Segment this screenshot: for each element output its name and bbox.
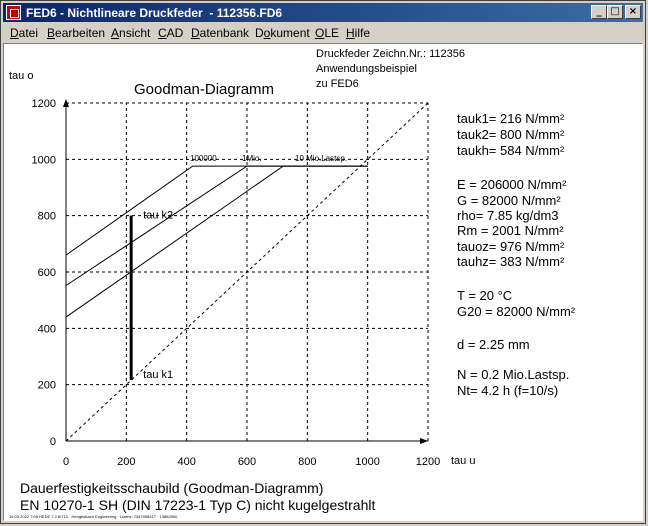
maximize-button[interactable]: □	[607, 5, 623, 19]
parameter-line: E = 206000 N/mm²	[457, 177, 567, 192]
header-application: Anwendungsbeispiel	[316, 63, 417, 75]
x-tick-label: 0	[62, 456, 70, 468]
y-tick-label: 0	[49, 436, 56, 448]
x-tick-label: 400	[177, 456, 196, 468]
minimize-button[interactable]: _	[591, 5, 607, 19]
parameter-line: rho= 7.85 kg/dm3	[457, 208, 559, 223]
menu-bar	[3, 23, 643, 42]
chart-tick-labels	[32, 98, 441, 468]
menu-cad-label: AD	[166, 26, 184, 40]
x-axis-label: tau u	[451, 455, 476, 467]
y-axis-label: tau o	[9, 70, 34, 82]
menu-datenbank-label: atenbank	[199, 26, 250, 40]
menu-ansicht-label: nsicht	[119, 26, 151, 40]
parameter-line: tauhz= 383 N/mm²	[457, 254, 565, 269]
window-title: FED6 - Nichtlineare Druckfeder - 112356.FD6	[26, 6, 283, 20]
fatigue-curve	[66, 166, 368, 285]
parameter-line: T = 20 °C	[457, 288, 513, 303]
footer-line-2: EN 10270-1 SH (DIN 17223-1 Typ C) nicht kugelgestrahlt	[20, 497, 376, 513]
menu-datei-label: atei	[18, 26, 39, 40]
x-tick-label: 1200	[415, 456, 441, 468]
goodman-diagram	[4, 44, 642, 520]
menu-dokument-prefix: D	[255, 26, 264, 40]
menu-ole-label: LE	[324, 26, 340, 40]
y-tick-label: 200	[37, 379, 56, 392]
document-canvas[interactable]	[3, 43, 643, 521]
menu-ole-hotkey: O	[315, 26, 325, 40]
menu-dokument[interactable]	[255, 26, 310, 40]
menu-hilfe[interactable]	[346, 26, 370, 40]
menu-dokument-label: kument	[270, 26, 310, 40]
menu-cad-hotkey: C	[158, 26, 167, 40]
y-tick-label: 800	[37, 210, 56, 223]
menu-datenbank-hotkey: D	[191, 26, 200, 40]
parameter-line: Nt= 4.2 h (f=10/s)	[457, 383, 559, 398]
app-icon[interactable]	[6, 5, 21, 20]
footer-tiny-text: 15.03.2022 7:09 HEDE 7.2.8/710 · Hengesbach Engineering · Lizenz: 7347958417 · 13882900	[9, 514, 178, 519]
menu-bearbeiten-hotkey: B	[47, 26, 56, 40]
menu-ole[interactable]	[315, 26, 339, 40]
menu-hilfe-label: ilfe	[354, 26, 371, 40]
y-tick-label: 1200	[31, 98, 56, 110]
parameter-line: taukh= 584 N/mm²	[457, 143, 565, 158]
footer-line-1: Dauerfestigkeitsschaubild (Goodman-Diagramm)	[20, 480, 324, 496]
parameter-line: G20 = 82000 N/mm²	[457, 304, 576, 319]
fatigue-curve-label: 1Mio.	[242, 154, 262, 164]
chart-title: Goodman-Diagramm	[134, 81, 275, 98]
fatigue-curve	[66, 166, 368, 317]
parameter-list	[457, 111, 576, 398]
menu-datei-hotkey: D	[10, 26, 19, 40]
parameter-line: G = 82000 N/mm²	[457, 193, 561, 208]
fatigue-curve	[66, 166, 368, 255]
parameter-line: tauoz= 976 N/mm²	[457, 239, 565, 254]
label-tau-k2: tau k2	[143, 209, 174, 222]
menu-bearbeiten[interactable]	[47, 26, 105, 40]
menu-ansicht-hotkey: A	[111, 26, 120, 40]
x-tick-label: 1000	[355, 456, 380, 468]
parameter-line: d = 2.25 mm	[457, 337, 530, 352]
menu-hilfe-hotkey: H	[346, 26, 355, 40]
y-tick-label: 400	[37, 323, 56, 336]
header-ref: zu FED6	[316, 78, 359, 90]
x-tick-label: 200	[117, 456, 136, 468]
header-drawing-number: Druckfeder Zeichn.Nr.: 112356	[316, 48, 465, 60]
title-bar[interactable]	[3, 3, 643, 22]
parameter-line: tauk2= 800 N/mm²	[457, 127, 565, 142]
menu-cad[interactable]	[158, 26, 183, 40]
parameter-line: N = 0.2 Mio.Lastsp.	[457, 367, 570, 382]
fatigue-curve-label: 10 Mio.Lastsp.	[295, 154, 348, 164]
parameter-line: Rm = 2001 N/mm²	[457, 223, 564, 238]
menu-dokument-hotkey: o	[263, 26, 271, 40]
parameter-line: tauk1= 216 N/mm²	[457, 111, 565, 126]
menu-ansicht[interactable]	[111, 26, 150, 40]
close-button[interactable]: ×	[625, 5, 641, 19]
x-tick-label: 600	[237, 456, 257, 468]
y-tick-label: 1000	[31, 154, 56, 167]
label-tau-k1: tau k1	[143, 369, 174, 382]
y-tick-label: 600	[37, 267, 56, 279]
menu-datei[interactable]	[10, 26, 38, 40]
fatigue-curve-label: 100000	[190, 154, 217, 164]
menu-bearbeiten-label: earbeiten	[55, 26, 106, 40]
x-axis-arrow	[420, 438, 428, 444]
x-tick-label: 800	[298, 456, 317, 468]
menu-datenbank[interactable]	[191, 26, 249, 40]
